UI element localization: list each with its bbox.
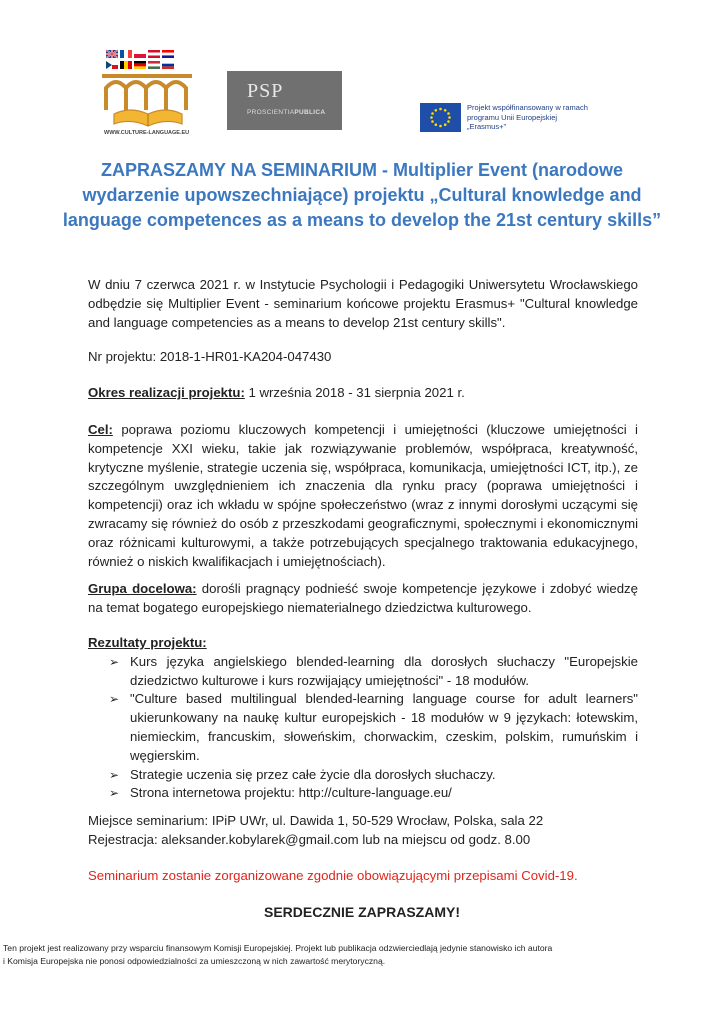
- closing-invitation: SERDECZNIE ZAPRASZAMY!: [263, 904, 460, 920]
- arrow-bullet-icon: ➢: [109, 692, 120, 707]
- result-item-text: Kurs języka angielskiego blended-learning dla dorosłych słuchaczy "Europejskie dziedzictwo kulturowe i kurs rozwijający umiejętności" - 18 modułów.: [130, 653, 638, 688]
- result-item-text: "Culture based multilingual blended-learning language course for adult learners" ukierunkowany na naukę kultur europejskich - 18 modułów w 9 językach: łotewskim, niemieckim, francuskim, słoweńskim, chorwackim, czeskim, polskim, rumuńskim i węgierskim.: [130, 691, 638, 763]
- list-item: [88, 784, 638, 803]
- arrow-bullet-icon: ➢: [109, 786, 120, 801]
- project-period: [88, 384, 638, 403]
- eu-cofunded-text: Projekt współfinansowany w ramach programu Unii Europejskiej „Erasmus+”: [467, 103, 588, 131]
- culture-logo-url: WWW.CULTURE-LANGUAGE.EU: [104, 130, 190, 136]
- arrow-bullet-icon: ➢: [109, 654, 120, 669]
- seminar-place: Miejsce seminarium: IPiP UWr, ul. Dawida 1, 50-529 Wrocław, Polska, sala 22: [88, 813, 544, 828]
- covid-note: Seminarium zostanie zorganizowane zgodnie obowiązującymi przepisami Covid-19.: [88, 868, 578, 883]
- result-item-text: Strategie uczenia się przez całe życie dla dorosłych słuchaczy.: [130, 766, 496, 782]
- period-label: Okres realizacji projektu:: [88, 385, 245, 400]
- intro-paragraph: W dniu 7 czerwca 2021 r. w Instytucie Psychologii i Pedagogiki Uniwersytetu Wrocławskiego odbędzie się Multiplier Event - seminarium końcowe projektu Erasmus+ "Cultural knowledge and language competencies as a means to develop 21st century skills".: [88, 277, 638, 330]
- psp-name-a: PROSCIENTIA: [247, 109, 295, 116]
- footer-line: i Komisja Europejska nie ponosi odpowiedzialności za umieszczoną w nich zawartość merytoryczną.: [3, 956, 386, 966]
- eu-cofunded-logo: [420, 101, 595, 135]
- footer-disclaimer: [3, 942, 721, 968]
- list-item: [88, 653, 638, 691]
- project-results: [88, 634, 638, 803]
- psp-name-b: PUBLICA: [294, 109, 326, 116]
- flags-arch-book-icon: [100, 48, 196, 140]
- results-label: Rezultaty projektu:: [88, 635, 207, 650]
- target-group-value: dorośli pragnący podnieść swoje kompetencje językowe i zdobyć wiedzę na temat bogatego europejskiego niematerialnego dziedzictwa kulturowego.: [88, 581, 638, 615]
- period-value: 1 września 2018 - 31 sierpnia 2021 r.: [244, 385, 465, 400]
- goal-label: Cel:: [88, 422, 113, 437]
- result-item-text: Strona internetowa projektu: http://culture-language.eu/: [130, 785, 452, 801]
- footer-line: Ten projekt jest realizowany przy wsparciu finansowym Komisji Europejskiej. Projekt lub publikacja odzwierciedlają jedynie stanowisko ich autora: [3, 943, 553, 953]
- target-group-label: Grupa docelowa:: [88, 581, 197, 596]
- results-list: [88, 653, 638, 803]
- eu-flag-icon: [420, 103, 461, 132]
- list-item: [88, 690, 638, 765]
- psp-name: [247, 109, 325, 116]
- target-group: [88, 580, 638, 618]
- project-goal: [88, 421, 638, 571]
- registration-info: Rejestracja: aleksander.kobylarek@gmail.com lub na miejscu od godz. 8.00: [88, 832, 531, 847]
- culture-language-logo: [100, 48, 196, 140]
- list-item: [88, 766, 638, 785]
- psp-mark: PSP: [247, 80, 284, 102]
- arrow-bullet-icon: ➢: [109, 767, 120, 782]
- proscientia-publica-logo: [227, 71, 342, 130]
- goal-value: poprawa poziomu kluczowych kompetencji i umiejętności (kluczowe umiejętności i kompetencje XXI wieku, takie jak rozwiązywanie problemów, współpraca, kreatywność, krytyczne myślenie, strategie uczenia się, współpraca, komunikacja, umiejętności ICT, itp.), ze szczególnym uwzględnieniem ich znaczenia dla rynku pracy (poprawa umiejętności i kompetencji) oraz ich wkładu w spójne społeczeństwo (wraz z innymi dorosłymi uczącymi się zwracamy się również do osób z przeszkodami geograficznymi, społecznymi i ekonomicznymi oraz różnicami kulturowymi, a także potrzebujących specjalnego traktowania edukacyjnego, również o niskich kwalifikacjach i umiejętnościach).: [88, 422, 638, 569]
- page-title: ZAPRASZAMY NA SEMINARIUM - Multiplier Event (narodowe wydarzenie upowszechniające) projektu „Cultural knowledge and language competences as a means to develop the 21st century skills”: [62, 160, 662, 230]
- project-number: Nr projektu: 2018-1-HR01-KA204-047430: [88, 349, 332, 364]
